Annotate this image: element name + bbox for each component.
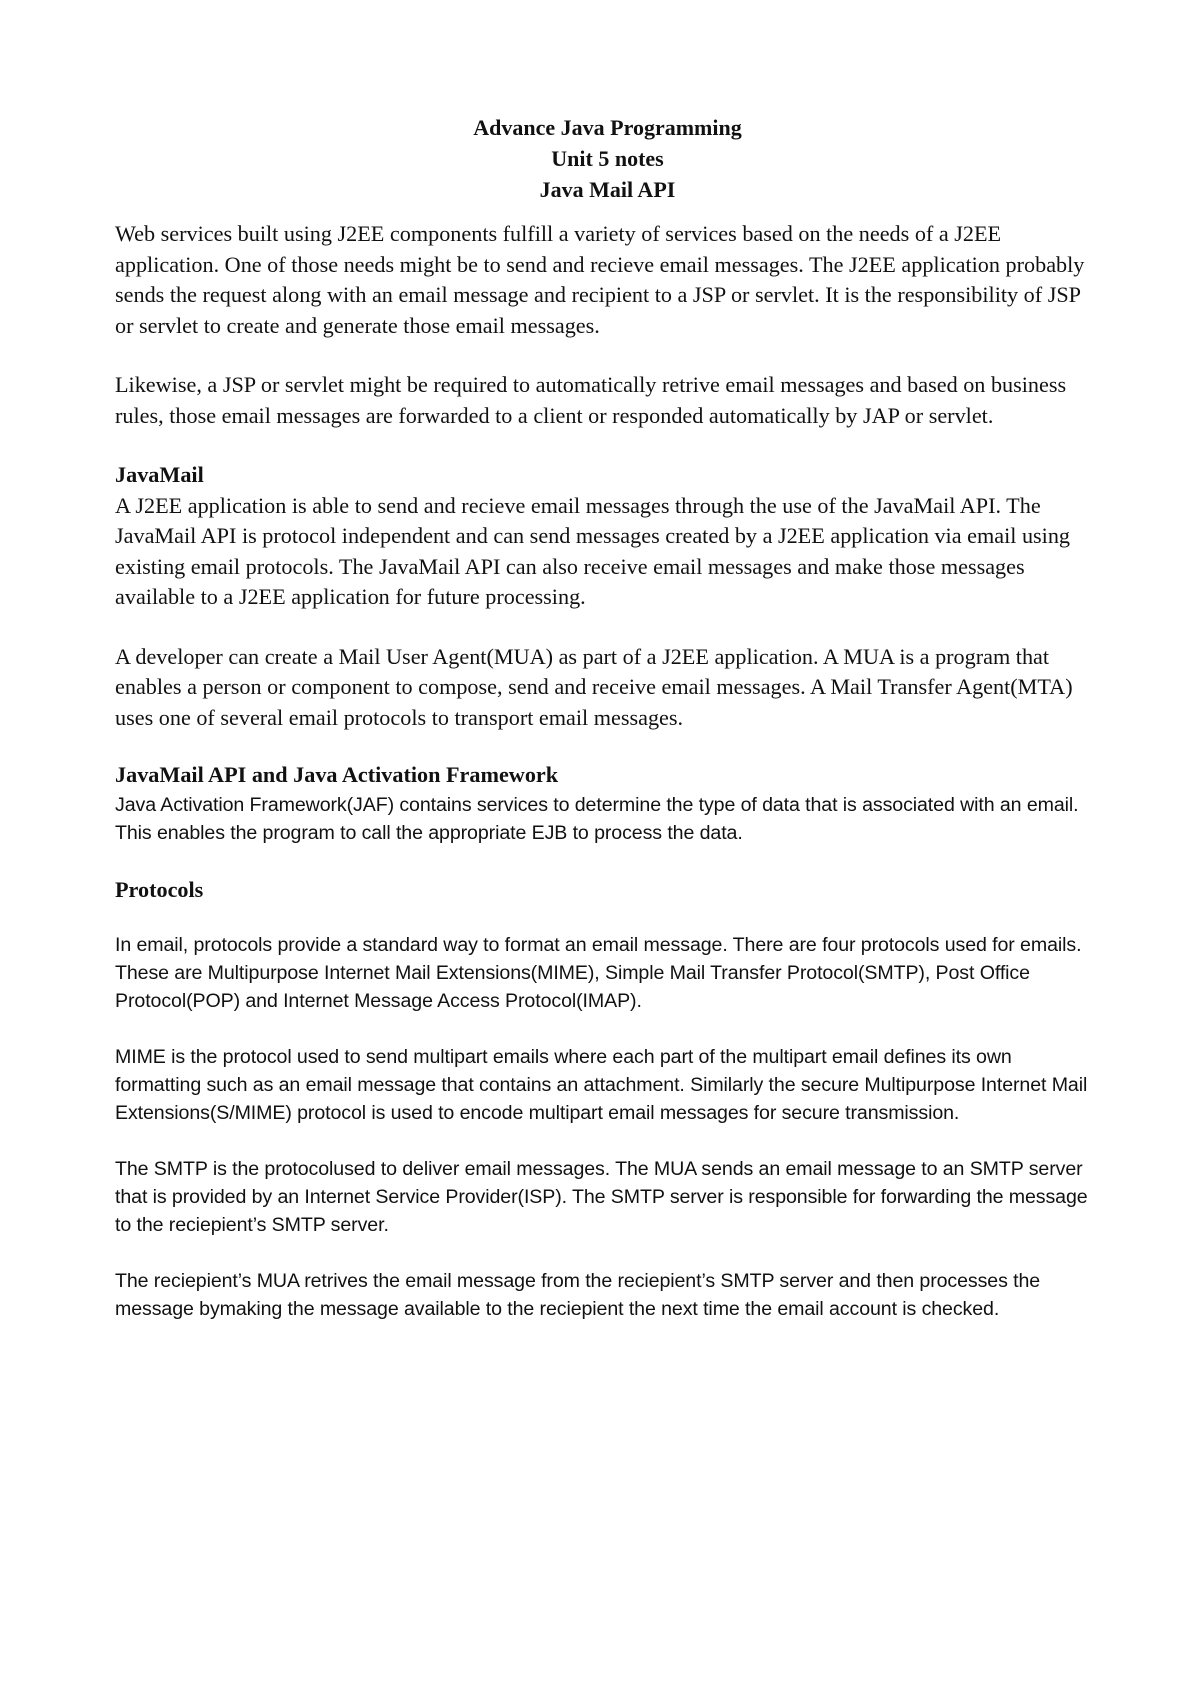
topic-title: Java Mail API xyxy=(539,177,676,202)
jaf-section xyxy=(115,760,1100,847)
jaf-heading: JavaMail API and Java Activation Framework xyxy=(115,762,559,787)
protocols-heading: Protocols xyxy=(115,876,204,902)
protocols-paragraph-4: The reciepient’s MUA retrives the email message from the reciepient’s SMTP server and then processes the message bymaking the message available to the reciepient the next time the email account is checked. xyxy=(115,1270,1041,1320)
document-title xyxy=(115,112,1100,205)
unit-title: Unit 5 notes xyxy=(551,146,664,171)
javamail-paragraph-1: A J2EE application is able to send and recieve email messages through the use of the JavaMail API. The JavaMail API is protocol independent and can send messages created by a J2EE application via email using existing email protocols. The JavaMail API can also receive email messages and make those messages available to a J2EE application for future processing. xyxy=(115,492,1071,609)
intro-paragraph-2: Likewise, a JSP or servlet might be required to automatically retrive email messages and based on business rules, those email messages are forwarded to a client or responded automatically by JAP or servlet. xyxy=(115,372,1067,428)
protocols-paragraph-3: The SMTP is the protocolused to deliver email messages. The MUA sends an email message to an SMTP server that is provided by an Internet Service Provider(ISP). The SMTP server is responsible for forwarding the message to the reciepient’s SMTP server. xyxy=(115,1158,1088,1236)
protocols-paragraph-1: In email, protocols provide a standard way to format an email message. There are four protocols used for emails. These are Multipurpose Internet Mail Extensions(MIME), Simple Mail Transfer Protocol(SMTP), Post Office Protocol(POP) and Internet Message Access Protocol(IMAP). xyxy=(115,934,1082,1012)
javamail-section xyxy=(115,460,1100,733)
intro-paragraph-1: Web services built using J2EE components fulfill a variety of services based on the needs of a J2EE application. One of those needs might be to send and recieve email messages. The J2EE application probably sends the request along with an email message and recipient to a JSP or servlet. It is the responsibility of JSP or servlet to create and generate those email messages. xyxy=(115,221,1085,338)
javamail-paragraph-2: A developer can create a Mail User Agent(MUA) as part of a J2EE application. A MUA is a program that enables a person or component to compose, send and receive email messages. A Mail Transfer Agent(MTA) uses one of several email protocols to transport email messages. xyxy=(115,643,1073,730)
javamail-heading: JavaMail xyxy=(115,462,204,487)
jaf-paragraph: Java Activation Framework(JAF) contains services to determine the type of data that is associated with an email. This enables the program to call the appropriate EJB to process the data. xyxy=(115,793,1079,844)
protocols-section xyxy=(115,875,1100,1324)
document-body xyxy=(115,112,1100,1351)
course-title: Advance Java Programming xyxy=(473,115,742,140)
protocols-paragraph-2: MIME is the protocol used to send multipart emails where each part of the multipart email defines its own formatting such as an email message that contains an attachment. Similarly the secure Multipurpose Internet Mail Extensions(S/MIME) protocol is used to encode multipart email messages for secure transmission. xyxy=(115,1046,1088,1124)
